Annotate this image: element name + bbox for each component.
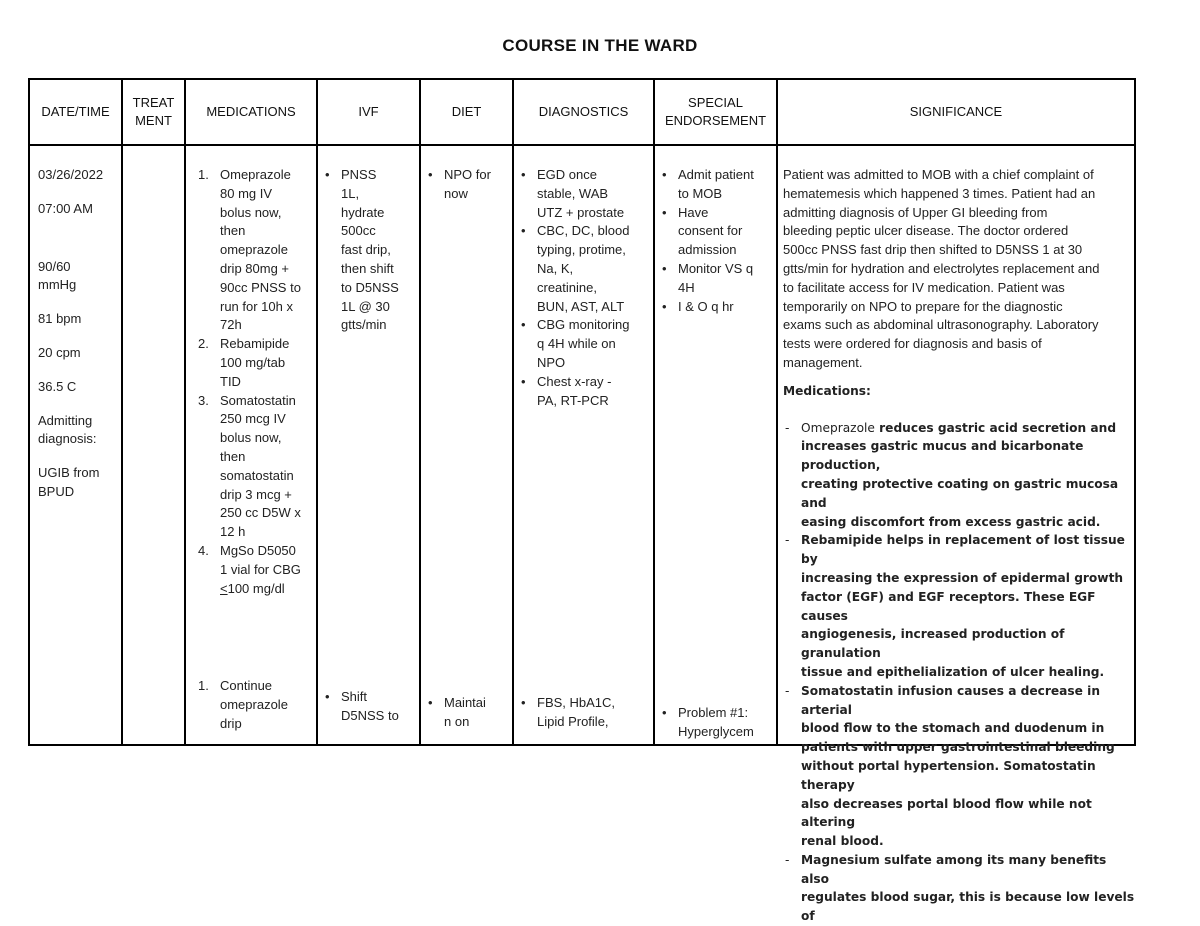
significance-bullet — [783, 419, 1135, 532]
special-cell — [658, 166, 776, 316]
medications-cell — [188, 166, 316, 598]
text-line: Patient was admitted to MOB with a chief complaint of — [783, 167, 1094, 182]
list-number: 1. — [198, 167, 209, 182]
text-line: 100 mg/dl — [227, 580, 285, 596]
column-divider — [184, 80, 186, 744]
text-line: omeprazole — [220, 242, 288, 258]
list-number: 3. — [198, 392, 209, 408]
header-ivf: IVF — [358, 104, 379, 119]
text-line: Lipid Profile, — [537, 713, 609, 729]
text-line: patients with upper gastrointestinal bleeding — [801, 740, 1115, 755]
text-line: 1L, — [341, 185, 360, 201]
significance-bullet — [783, 531, 1135, 681]
diagnostics-cell-2 — [517, 694, 653, 732]
text-line: drip 80mg + — [220, 260, 290, 276]
date-value: 03/26/2022 — [38, 167, 104, 182]
bp-value: 90/60 mmHg — [38, 258, 77, 293]
text-line: Somatostatin — [220, 392, 296, 408]
medication-item — [188, 542, 316, 598]
text-line: Have — [678, 204, 709, 220]
text-line: bolus now, — [220, 204, 282, 220]
text-line: Admit patient — [678, 167, 754, 182]
special-list-2 — [658, 704, 776, 742]
text-line: CBC, DC, blood — [537, 223, 630, 239]
text-line: TID — [220, 373, 241, 389]
diet-item — [424, 694, 512, 732]
special-item — [658, 298, 776, 317]
text-line: omeprazole — [220, 696, 288, 712]
medications-list — [188, 166, 316, 598]
text-line: also decreases portal blood flow while not altering — [801, 796, 1092, 830]
text-line: to D5NSS — [341, 279, 399, 295]
text-line: tests were ordered for diagnosis and basis of — [783, 336, 1042, 352]
text-line: Maintai — [444, 695, 486, 710]
text-line: typing, protime, — [537, 242, 626, 258]
column-divider — [776, 80, 778, 744]
text-line: Omeprazole — [220, 167, 291, 182]
text-line: Continue — [220, 678, 273, 693]
diet-item — [424, 166, 512, 204]
text-line: then — [220, 223, 246, 239]
text-line: q 4H while on — [537, 336, 616, 352]
medication-item — [188, 166, 316, 335]
special-item — [658, 166, 776, 204]
drug-name: Omeprazole — [801, 420, 875, 435]
text-line: BUN, AST, ALT — [537, 298, 625, 314]
text-line: then — [220, 448, 246, 464]
diagnostics-list-2 — [517, 694, 653, 732]
text-line: increasing the expression of epidermal growth — [801, 570, 1124, 585]
text-line: somatostatin — [220, 467, 294, 483]
text-line: 80 mg IV — [220, 185, 273, 201]
text-line: to MOB — [678, 185, 723, 201]
text-line: Monitor VS q — [678, 260, 754, 276]
text-line: MgSo D5050 — [220, 542, 296, 558]
text-line: creatinine, — [537, 279, 597, 295]
temp-value: 36.5 C — [38, 378, 77, 394]
text-line: 100 mg/tab — [220, 354, 286, 370]
text-line: PA, RT-PCR — [537, 392, 609, 408]
text-line: Rebamipide helps in replacement of lost tissue by — [801, 533, 1125, 567]
text-line: now — [444, 185, 468, 201]
text-line: 90cc PNSS to — [220, 279, 301, 295]
text-line: 250 cc D5W x — [220, 505, 301, 521]
ivf-list — [321, 166, 419, 335]
significance-bullet — [783, 682, 1135, 851]
column-divider — [653, 80, 655, 744]
medication-item — [188, 392, 316, 542]
rr-value: 20 cpm — [38, 344, 81, 360]
diagnostics-item — [517, 373, 653, 411]
text-line: 4H — [678, 279, 695, 295]
significance-bullets — [783, 419, 1135, 926]
diet-cell-2 — [424, 694, 512, 732]
header-treatment: TREAT MENT — [132, 95, 175, 128]
ivf-cell — [321, 166, 419, 335]
medications-list-2 — [188, 677, 316, 733]
text-line: fast drip, — [341, 242, 391, 258]
text-line: 12 h — [220, 524, 246, 540]
header-divider — [30, 144, 1134, 146]
ivf-cell-2 — [321, 688, 419, 726]
text-line: FBS, HbA1C, — [537, 695, 616, 710]
diagnostics-item — [517, 222, 653, 316]
text-line: I & O q hr — [678, 298, 734, 314]
header-medications: MEDICATIONS — [206, 104, 296, 119]
text-line: 500cc PNSS fast drip then shifted to D5NSS 1 at 30 — [783, 242, 1083, 258]
text-line: admitting diagnosis of Upper GI bleeding from — [783, 204, 1048, 220]
medication-item — [188, 677, 316, 733]
text-line: 1 vial for CBG — [220, 561, 301, 577]
header-diet: DIET — [451, 104, 482, 119]
header-datetime: DATE/TIME — [41, 104, 110, 119]
hr-value: 81 bpm — [38, 311, 82, 327]
text-line: tissue and epithelialization of ulcer healing. — [801, 664, 1105, 679]
special-list — [658, 166, 776, 316]
special-cell-2 — [658, 704, 776, 742]
significance-cell — [783, 166, 1135, 926]
header-special-endorsement: SPECIAL ENDORSEMENT — [664, 95, 767, 128]
text-line: factor (EGF) and EGF receptors. These EGF causes — [801, 589, 1096, 623]
diagnostics-cell — [517, 166, 653, 410]
ivf-list-2 — [321, 688, 419, 726]
admitting-diagnosis: UGIB from BPUD — [38, 465, 100, 499]
text-line: creating protective coating on gastric mucosa and — [801, 476, 1119, 510]
text-line: stable, WAB — [537, 185, 609, 201]
list-number: 2. — [198, 336, 209, 352]
text-line: NPO for — [444, 167, 491, 182]
text-line: PNSS — [341, 167, 377, 182]
text-line: easing discomfort from excess gastric acid. — [801, 514, 1101, 529]
text-line: EGD once — [537, 167, 597, 182]
text-line: hematemesis which happened 3 times. Patient had an — [783, 185, 1096, 201]
text-line: then shift — [341, 260, 394, 276]
text-line: gtts/min — [341, 317, 387, 333]
medication-item — [188, 335, 316, 391]
text-line: exams such as abdominal ultrasonography. Laboratory — [783, 317, 1099, 333]
medications-heading: Medications: — [783, 383, 871, 398]
ivf-item — [321, 688, 419, 726]
text-line: consent for — [678, 223, 743, 239]
text-line: to facilitate access for IV medication. Patient was — [783, 279, 1065, 295]
text-line: 250 mcg IV — [220, 411, 286, 427]
column-divider — [419, 80, 421, 744]
text-line: Rebamipide — [220, 336, 290, 352]
text-line: hydrate — [341, 204, 385, 220]
diagnostics-list — [517, 166, 653, 410]
list-number: 4. — [198, 542, 209, 558]
text-line: admission — [678, 242, 737, 258]
text-line: NPO — [537, 354, 566, 370]
text-line: management. — [783, 354, 863, 370]
text-line: drip 3 mcg + — [220, 486, 292, 502]
text-line: 72h — [220, 317, 242, 333]
header-significance: SIGNIFICANCE — [909, 104, 1003, 119]
text-line: CBG monitoring — [537, 317, 630, 333]
text-line: Somatostatin infusion causes a decrease in arterial — [801, 683, 1100, 717]
text-line: Shift — [341, 689, 368, 704]
datetime-cell — [38, 166, 120, 502]
text-line: renal blood. — [801, 834, 884, 849]
diet-list-2 — [424, 694, 512, 732]
text-line: without portal hypertension. Somatostatin therapy — [801, 758, 1096, 792]
text-line: Na, K, — [537, 260, 574, 276]
text-line: run for 10h x — [220, 298, 293, 314]
diet-cell — [424, 166, 512, 204]
significance-paragraph — [783, 166, 1135, 373]
text-line: blood flow to the stomach and duodenum in — [801, 721, 1105, 736]
admitting-label: Admitting diagnosis: — [38, 412, 97, 447]
text-line: increases gastric mucus and bicarbonate production, — [801, 439, 1084, 473]
list-number: 1. — [198, 678, 209, 693]
less-equal-sign: < — [220, 580, 228, 596]
diagnostics-item — [517, 694, 653, 732]
text-line: 1L @ 30 — [341, 298, 390, 314]
text-line: gtts/min for hydration and electrolytes replacement and — [783, 260, 1100, 276]
significance-bullet — [783, 851, 1135, 926]
text-line: reduces gastric acid secretion and — [874, 420, 1117, 435]
text-line: Magnesium sulfate among its many benefits also — [801, 852, 1107, 886]
text-line: n on — [444, 713, 470, 729]
text-line: Chest x-ray - — [537, 373, 612, 389]
text-line: temporarily on NPO to prepare for the diagnostic — [783, 298, 1063, 314]
special-item — [658, 204, 776, 260]
text-line: drip — [220, 715, 242, 731]
page-title: COURSE IN THE WARD — [502, 36, 698, 55]
text-line: 500cc — [341, 223, 376, 239]
ivf-item — [321, 166, 419, 335]
header-diagnostics: DIAGNOSTICS — [538, 104, 629, 119]
diagnostics-item — [517, 316, 653, 372]
text-line: bleeding peptic ulcer disease. The doctor ordered — [783, 223, 1069, 239]
text-line: regulates blood sugar, this is because low levels of — [801, 890, 1135, 924]
diet-list — [424, 166, 512, 204]
time-value: 07:00 AM — [38, 200, 93, 216]
text-line: angiogenesis, increased production of granulation — [801, 627, 1065, 661]
text-line: bolus now, — [220, 430, 282, 446]
text-line: Hyperglycem — [678, 723, 754, 739]
text-line: Problem #1: — [678, 705, 749, 720]
text-line: D5NSS to — [341, 707, 399, 723]
column-divider — [512, 80, 514, 744]
column-divider — [316, 80, 318, 744]
course-table — [28, 78, 1136, 924]
column-divider — [121, 80, 123, 744]
special-item — [658, 704, 776, 742]
medications-cell-2 — [188, 677, 316, 733]
special-item — [658, 260, 776, 298]
diagnostics-item — [517, 166, 653, 222]
text-line: UTZ + prostate — [537, 204, 625, 220]
